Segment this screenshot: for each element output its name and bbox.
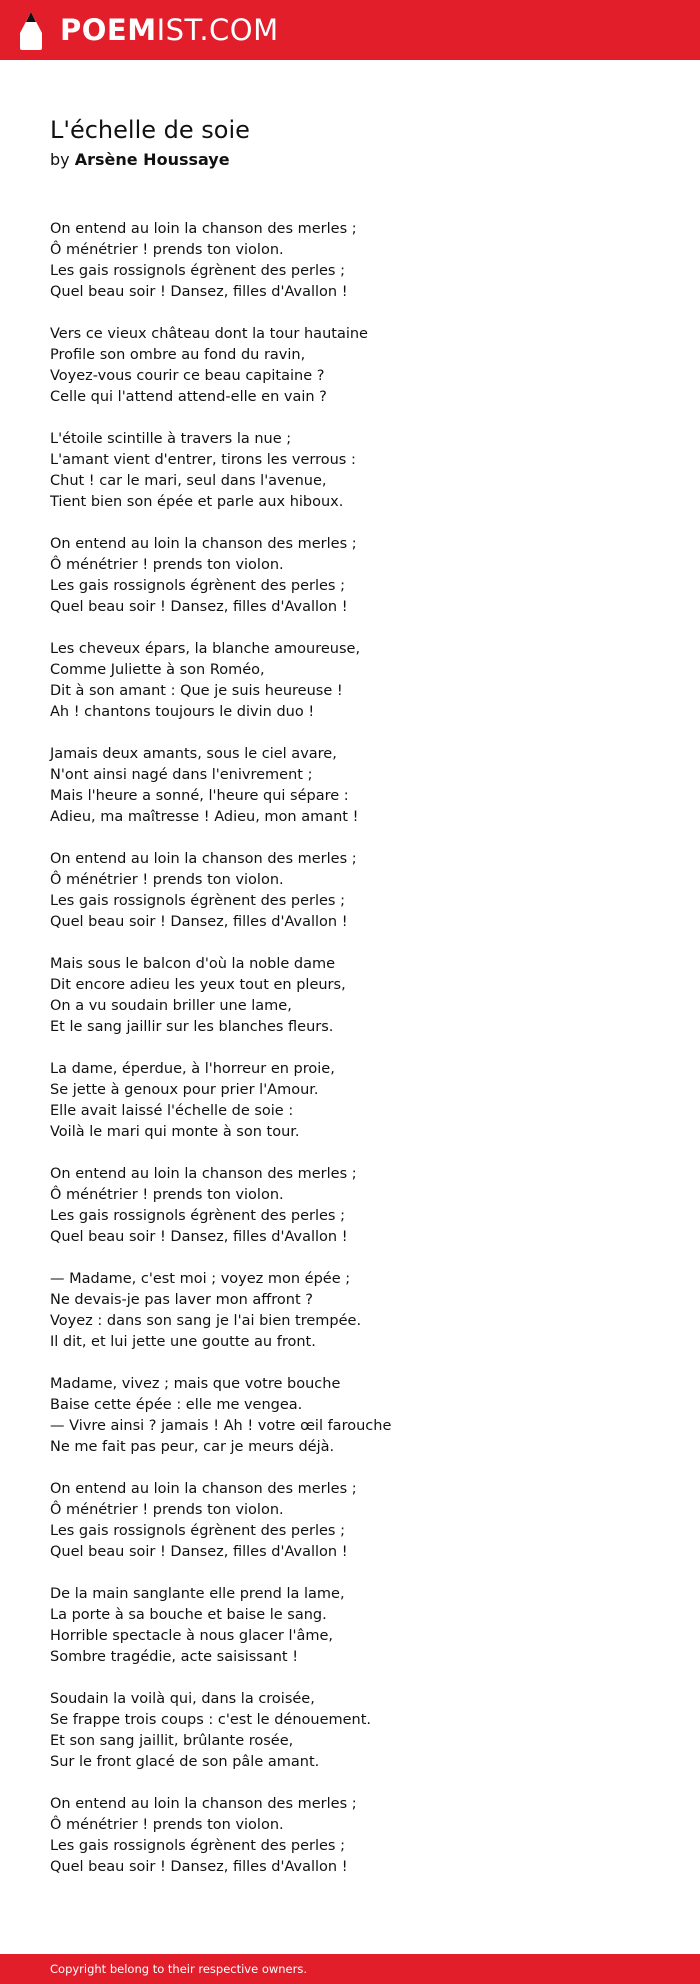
site-logo[interactable] bbox=[60, 10, 279, 50]
poem-line: Les gais rossignols égrènent des perles ; bbox=[50, 1523, 345, 1539]
poem-body bbox=[50, 219, 670, 1899]
poem-stanza bbox=[50, 1794, 670, 1878]
poem-byline bbox=[50, 148, 230, 172]
poem-line: Madame, vivez ; mais que votre bouche bbox=[50, 1376, 341, 1392]
poem-line: Ne devais-je pas laver mon affront ? bbox=[50, 1292, 313, 1308]
poem-line: On a vu soudain briller une lame, bbox=[50, 998, 292, 1014]
poem-line: Et le sang jaillir sur les blanches fleurs. bbox=[50, 1019, 334, 1035]
poem-line: Ô ménétrier ! prends ton violon. bbox=[50, 1502, 284, 1518]
poem-line: Soudain la voilà qui, dans la croisée, bbox=[50, 1691, 315, 1707]
poem-line: Quel beau soir ! Dansez, filles d'Avallon ! bbox=[50, 599, 348, 615]
poem-stanza bbox=[50, 534, 670, 618]
poem-line: Voilà le mari qui monte à son tour. bbox=[50, 1124, 300, 1140]
poem-stanza bbox=[50, 744, 670, 828]
poem-line: La porte à sa bouche et baise le sang. bbox=[50, 1607, 327, 1623]
logo-light-text: IST.COM bbox=[156, 13, 279, 47]
poem-line: Sombre tragédie, acte saisissant ! bbox=[50, 1649, 299, 1665]
copyright-text: Copyright belong to their respective owners. bbox=[50, 1962, 308, 1976]
poem-line: N'ont ainsi nagé dans l'enivrement ; bbox=[50, 767, 313, 783]
pencil-tip-icon bbox=[18, 11, 44, 51]
poem-stanza bbox=[50, 324, 670, 408]
poem-line: Mais sous le balcon d'où la noble dame bbox=[50, 956, 336, 972]
poem-title: L'échelle de soie bbox=[50, 116, 250, 144]
poem-line: Les gais rossignols égrènent des perles ; bbox=[50, 893, 345, 909]
poem-stanza bbox=[50, 849, 670, 933]
poem-line: — Madame, c'est moi ; voyez mon épée ; bbox=[50, 1271, 351, 1287]
poem-line: Ô ménétrier ! prends ton violon. bbox=[50, 242, 284, 258]
poem-line: Se jette à genoux pour prier l'Amour. bbox=[50, 1082, 319, 1098]
poem-stanza bbox=[50, 219, 670, 303]
site-footer bbox=[0, 1954, 700, 1984]
poem-line: Quel beau soir ! Dansez, filles d'Avallon ! bbox=[50, 284, 348, 300]
site-header bbox=[0, 0, 700, 60]
by-label: by bbox=[50, 150, 70, 169]
poem-stanza bbox=[50, 1374, 670, 1458]
poem-line: Profile son ombre au fond du ravin, bbox=[50, 347, 306, 363]
poem-line: Ne me fait pas peur, car je meurs déjà. bbox=[50, 1439, 335, 1455]
poem-line: La dame, éperdue, à l'horreur en proie, bbox=[50, 1061, 335, 1077]
poem-line: Les gais rossignols égrènent des perles ; bbox=[50, 1838, 345, 1854]
poem-line: Horrible spectacle à nous glacer l'âme, bbox=[50, 1628, 334, 1644]
poem-line: Adieu, ma maîtresse ! Adieu, mon amant ! bbox=[50, 809, 359, 825]
poem-line: Dit encore adieu les yeux tout en pleurs, bbox=[50, 977, 346, 993]
poem-line: Celle qui l'attend attend-elle en vain ? bbox=[50, 389, 327, 405]
poem-line: Sur le front glacé de son pâle amant. bbox=[50, 1754, 320, 1770]
poem-line: On entend au loin la chanson des merles ; bbox=[50, 1481, 357, 1497]
poem-line: Tient bien son épée et parle aux hiboux. bbox=[50, 494, 344, 510]
poem-line: On entend au loin la chanson des merles ; bbox=[50, 1796, 357, 1812]
poem-line: L'amant vient d'entrer, tirons les verrous : bbox=[50, 452, 356, 468]
poem-line: Ô ménétrier ! prends ton violon. bbox=[50, 872, 284, 888]
poem-stanza bbox=[50, 429, 670, 513]
poem-author: Arsène Houssaye bbox=[74, 150, 230, 169]
poem-line: Les gais rossignols égrènent des perles ; bbox=[50, 1208, 345, 1224]
poem-stanza bbox=[50, 1164, 670, 1248]
poem-line: Vers ce vieux château dont la tour hautaine bbox=[50, 326, 368, 342]
logo-bold-text: POEM bbox=[60, 13, 157, 47]
poem-line: On entend au loin la chanson des merles ; bbox=[50, 536, 357, 552]
poem-line: Et son sang jaillit, brûlante rosée, bbox=[50, 1733, 294, 1749]
poem-line: Baise cette épée : elle me vengea. bbox=[50, 1397, 303, 1413]
poem-line: Comme Juliette à son Roméo, bbox=[50, 662, 265, 678]
poem-line: Quel beau soir ! Dansez, filles d'Avallon ! bbox=[50, 1544, 348, 1560]
poem-stanza bbox=[50, 639, 670, 723]
poem-line: On entend au loin la chanson des merles ; bbox=[50, 1166, 357, 1182]
poem-line: On entend au loin la chanson des merles ; bbox=[50, 221, 357, 237]
poem-stanza bbox=[50, 1689, 670, 1773]
poem-line: Les gais rossignols égrènent des perles ; bbox=[50, 578, 345, 594]
poem-line: Ah ! chantons toujours le divin duo ! bbox=[50, 704, 315, 720]
poem-line: Il dit, et lui jette une goutte au front. bbox=[50, 1334, 316, 1350]
poem-line: Chut ! car le mari, seul dans l'avenue, bbox=[50, 473, 327, 489]
poem-line: Voyez : dans son sang je l'ai bien trempée. bbox=[50, 1313, 362, 1329]
poem-line: Quel beau soir ! Dansez, filles d'Avallon ! bbox=[50, 1859, 348, 1875]
poem-line: Quel beau soir ! Dansez, filles d'Avallon ! bbox=[50, 914, 348, 930]
poem-stanza bbox=[50, 1059, 670, 1143]
poem-line: Se frappe trois coups : c'est le dénouement. bbox=[50, 1712, 372, 1728]
poem-stanza bbox=[50, 1269, 670, 1353]
poem-line: — Vivre ainsi ? jamais ! Ah ! votre œil farouche bbox=[50, 1418, 392, 1434]
poem-line: Voyez-vous courir ce beau capitaine ? bbox=[50, 368, 325, 384]
poem-line: L'étoile scintille à travers la nue ; bbox=[50, 431, 292, 447]
poem-line: Quel beau soir ! Dansez, filles d'Avallon ! bbox=[50, 1229, 348, 1245]
poem-stanza bbox=[50, 1479, 670, 1563]
poem-line: De la main sanglante elle prend la lame, bbox=[50, 1586, 345, 1602]
poem-line: Ô ménétrier ! prends ton violon. bbox=[50, 557, 284, 573]
poem-line: Ô ménétrier ! prends ton violon. bbox=[50, 1817, 284, 1833]
poem-line: Jamais deux amants, sous le ciel avare, bbox=[50, 746, 337, 762]
poem-line: Mais l'heure a sonné, l'heure qui sépare : bbox=[50, 788, 349, 804]
poem-stanza bbox=[50, 954, 670, 1038]
poem-line: Les gais rossignols égrènent des perles ; bbox=[50, 263, 345, 279]
poem-line: Ô ménétrier ! prends ton violon. bbox=[50, 1187, 284, 1203]
poem-line: On entend au loin la chanson des merles ; bbox=[50, 851, 357, 867]
poem-line: Les cheveux épars, la blanche amoureuse, bbox=[50, 641, 361, 657]
poem-line: Elle avait laissé l'échelle de soie : bbox=[50, 1103, 294, 1119]
poem-stanza bbox=[50, 1584, 670, 1668]
poem-line: Dit à son amant : Que je suis heureuse ! bbox=[50, 683, 343, 699]
